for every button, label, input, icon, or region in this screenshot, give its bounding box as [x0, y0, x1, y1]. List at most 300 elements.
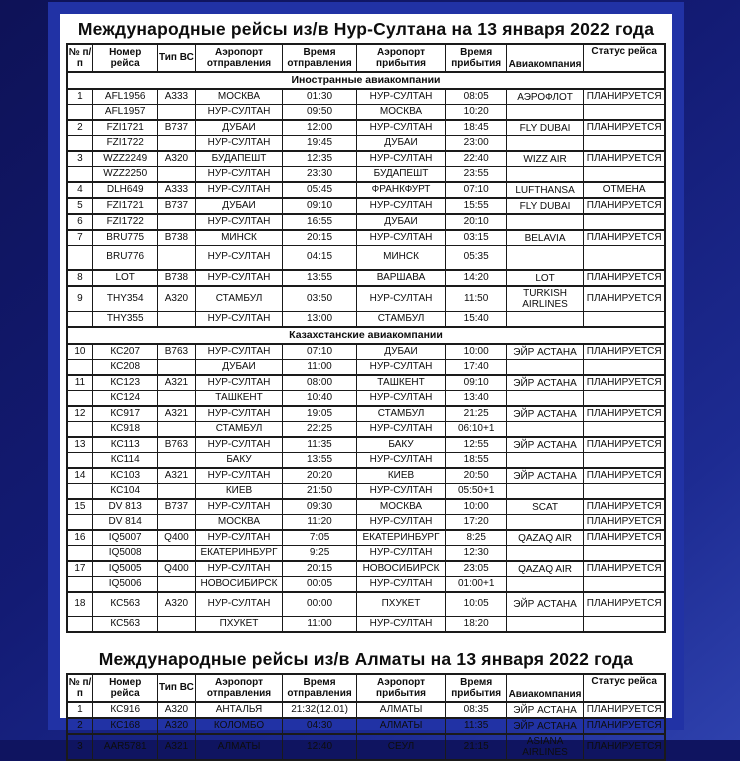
header-aircraft-type: Тип ВС — [158, 674, 196, 702]
flight-row — [67, 375, 666, 391]
cell-aircraft-type — [158, 484, 196, 500]
cell-arrival-time: 12:55 — [446, 437, 507, 453]
cell-departure-time: 12:00 — [283, 120, 357, 136]
cell-flight-number: КС113 — [93, 437, 158, 453]
header-departure-time: Время отправления — [283, 674, 357, 702]
cell-flight-number: КС917 — [93, 406, 158, 422]
cell-departure-airport: ТАШКЕНТ — [195, 391, 282, 407]
cell-flight-number: КС104 — [93, 484, 158, 500]
cell-flight-number: КС208 — [93, 360, 158, 376]
cell-row-number — [67, 515, 93, 531]
cell-airline — [507, 422, 584, 438]
cell-arrival-airport: НУР-СУЛТАН — [356, 151, 445, 167]
cell-flight-status: ПЛАНИРУЕТСЯ — [583, 702, 665, 718]
nur-sultan-table-title: Международные рейсы из/в Нур-Султана на 13 января 2022 года — [77, 19, 655, 39]
flight-row — [67, 561, 666, 577]
cell-arrival-time: 10:20 — [446, 105, 507, 121]
cell-row-number: 4 — [67, 182, 93, 198]
flight-row — [67, 406, 666, 422]
cell-departure-time: 11:00 — [283, 360, 357, 376]
cell-airline: BELAVIA — [507, 230, 584, 246]
cell-airline: WIZZ AIR — [507, 151, 584, 167]
cell-aircraft-type — [158, 246, 196, 271]
cell-flight-status — [583, 422, 665, 438]
cell-aircraft-type: A321 — [158, 406, 196, 422]
cell-departure-time: 08:00 — [283, 375, 357, 391]
cell-flight-number: IQ5005 — [93, 561, 158, 577]
cell-airline — [507, 105, 584, 121]
cell-arrival-airport: АЛМАТЫ — [356, 718, 445, 734]
cell-arrival-airport: МОСКВА — [356, 499, 445, 515]
cell-flight-number: BRU776 — [93, 246, 158, 271]
cell-arrival-time: 14:20 — [446, 270, 507, 286]
cell-arrival-time: 10:00 — [446, 499, 507, 515]
cell-flight-number: КС916 — [93, 702, 158, 718]
cell-aircraft-type: Q400 — [158, 530, 196, 546]
cell-aircraft-type — [158, 546, 196, 562]
cell-flight-status: ПЛАНИРУЕТСЯ — [583, 230, 665, 246]
cell-departure-airport: НУР-СУЛТАН — [195, 499, 282, 515]
flight-row — [67, 422, 666, 438]
cell-arrival-airport: НУР-СУЛТАН — [356, 484, 445, 500]
cell-flight-status — [583, 246, 665, 271]
schedule-panel — [48, 2, 684, 758]
cell-departure-time: 11:00 — [283, 617, 357, 633]
cell-departure-time: 09:50 — [283, 105, 357, 121]
header-row — [67, 674, 666, 702]
cell-airline — [507, 214, 584, 230]
cell-flight-status: ПЛАНИРУЕТСЯ — [583, 530, 665, 546]
cell-arrival-airport: НОВОСИБИРСК — [356, 561, 445, 577]
cell-airline: ЭЙР АСТАНА — [507, 344, 584, 360]
cell-departure-airport: МИНСК — [195, 230, 282, 246]
cell-arrival-time: 10:05 — [446, 592, 507, 617]
cell-departure-airport: ПХУКЕТ — [195, 617, 282, 633]
header-departure-time: Время отправления — [283, 44, 357, 72]
cell-flight-status — [583, 360, 665, 376]
cell-row-number: 17 — [67, 561, 93, 577]
cell-aircraft-type — [158, 136, 196, 152]
cell-flight-status — [583, 577, 665, 593]
cell-departure-airport: НУР-СУЛТАН — [195, 167, 282, 183]
flight-row — [67, 484, 666, 500]
cell-flight-status: ПЛАНИРУЕТСЯ — [583, 270, 665, 286]
cell-flight-status: ПЛАНИРУЕТСЯ — [583, 561, 665, 577]
cell-airline: ЭЙР АСТАНА — [507, 718, 584, 734]
cell-flight-number: AFL1957 — [93, 105, 158, 121]
cell-row-number: 1 — [67, 702, 93, 718]
flight-row — [67, 453, 666, 469]
cell-flight-status — [583, 167, 665, 183]
cell-row-number: 13 — [67, 437, 93, 453]
flight-row — [67, 391, 666, 407]
cell-aircraft-type: A333 — [158, 89, 196, 105]
cell-departure-airport: АЛМАТЫ — [195, 734, 282, 760]
header-airline: Авиакомпания — [507, 674, 584, 702]
cell-departure-airport: НУР-СУЛТАН — [195, 437, 282, 453]
cell-row-number: 18 — [67, 592, 93, 617]
cell-aircraft-type: A320 — [158, 286, 196, 312]
cell-arrival-time: 23:55 — [446, 167, 507, 183]
cell-row-number — [67, 391, 93, 407]
cell-arrival-airport: НУР-СУЛТАН — [356, 617, 445, 633]
flight-row — [67, 286, 666, 312]
flight-row — [67, 198, 666, 214]
cell-departure-time: 20:15 — [283, 561, 357, 577]
cell-departure-time: 13:00 — [283, 312, 357, 328]
cell-flight-number: DLH649 — [93, 182, 158, 198]
airline-section-label: Иностранные авиакомпании — [67, 72, 666, 89]
cell-flight-number: THY354 — [93, 286, 158, 312]
flight-row — [67, 546, 666, 562]
cell-arrival-airport: МОСКВА — [356, 105, 445, 121]
cell-flight-number: КС124 — [93, 391, 158, 407]
flight-row — [67, 182, 666, 198]
cell-departure-airport: НУР-СУЛТАН — [195, 592, 282, 617]
cell-aircraft-type — [158, 422, 196, 438]
cell-flight-number: BRU775 — [93, 230, 158, 246]
cell-aircraft-type — [158, 312, 196, 328]
cell-arrival-time: 17:20 — [446, 515, 507, 531]
cell-aircraft-type — [158, 617, 196, 633]
cell-flight-number: AAR5781 — [93, 734, 158, 760]
flight-row — [67, 270, 666, 286]
cell-flight-number: КС563 — [93, 592, 158, 617]
cell-flight-status: ПЛАНИРУЕТСЯ — [583, 120, 665, 136]
flight-row — [67, 312, 666, 328]
cell-airline — [507, 136, 584, 152]
cell-departure-airport: НУР-СУЛТАН — [195, 530, 282, 546]
flight-row — [67, 437, 666, 453]
cell-departure-time: 13:55 — [283, 453, 357, 469]
cell-arrival-time: 10:00 — [446, 344, 507, 360]
cell-airline: ASIANA AIRLINES — [507, 734, 584, 760]
cell-row-number: 7 — [67, 230, 93, 246]
cell-arrival-time: 15:55 — [446, 198, 507, 214]
cell-departure-airport: НУР-СУЛТАН — [195, 182, 282, 198]
cell-airline: FLY DUBAI — [507, 198, 584, 214]
cell-airline: LOT — [507, 270, 584, 286]
cell-flight-number: IQ5006 — [93, 577, 158, 593]
cell-flight-status: ПЛАНИРУЕТСЯ — [583, 198, 665, 214]
cell-departure-time: 04:15 — [283, 246, 357, 271]
cell-row-number: 16 — [67, 530, 93, 546]
cell-departure-airport: СТАМБУЛ — [195, 286, 282, 312]
cell-airline: QAZAQ AIR — [507, 561, 584, 577]
cell-flight-number: КС207 — [93, 344, 158, 360]
flight-row — [67, 718, 666, 734]
cell-airline: FLY DUBAI — [507, 120, 584, 136]
cell-aircraft-type: B737 — [158, 120, 196, 136]
cell-row-number — [67, 136, 93, 152]
cell-aircraft-type: B737 — [158, 499, 196, 515]
cell-flight-number: КС168 — [93, 718, 158, 734]
cell-arrival-time: 8:25 — [446, 530, 507, 546]
cell-flight-status: ПЛАНИРУЕТСЯ — [583, 344, 665, 360]
cell-flight-status: ОТМЕНА — [583, 182, 665, 198]
flight-row — [67, 702, 666, 718]
cell-airline: TURKISH AIRLINES — [507, 286, 584, 312]
cell-row-number: 3 — [67, 151, 93, 167]
airline-section-row — [67, 72, 666, 89]
cell-departure-airport: АНТАЛЬЯ — [195, 702, 282, 718]
cell-arrival-time: 23:00 — [446, 136, 507, 152]
cell-row-number — [67, 105, 93, 121]
flight-row — [67, 577, 666, 593]
flight-row — [67, 344, 666, 360]
cell-departure-airport: ДУБАИ — [195, 198, 282, 214]
cell-airline — [507, 453, 584, 469]
flight-row — [67, 499, 666, 515]
cell-row-number — [67, 577, 93, 593]
cell-departure-airport: БАКУ — [195, 453, 282, 469]
cell-departure-airport: НУР-СУЛТАН — [195, 312, 282, 328]
cell-aircraft-type: B763 — [158, 437, 196, 453]
cell-row-number: 11 — [67, 375, 93, 391]
flight-row — [67, 468, 666, 484]
header-row — [67, 44, 666, 72]
cell-row-number — [67, 453, 93, 469]
cell-flight-number: КС103 — [93, 468, 158, 484]
cell-row-number: 12 — [67, 406, 93, 422]
cell-aircraft-type: A321 — [158, 375, 196, 391]
cell-departure-time: 12:40 — [283, 734, 357, 760]
cell-row-number — [67, 617, 93, 633]
cell-departure-airport: НУР-СУЛТАН — [195, 561, 282, 577]
cell-flight-status — [583, 391, 665, 407]
almaty-flight-table — [66, 673, 667, 761]
cell-flight-status — [583, 214, 665, 230]
cell-departure-time: 20:15 — [283, 230, 357, 246]
cell-aircraft-type: A321 — [158, 734, 196, 760]
cell-arrival-airport: ПХУКЕТ — [356, 592, 445, 617]
cell-departure-time: 9:25 — [283, 546, 357, 562]
cell-arrival-airport: НУР-СУЛТАН — [356, 198, 445, 214]
cell-airline — [507, 515, 584, 531]
cell-airline: QAZAQ AIR — [507, 530, 584, 546]
cell-row-number: 6 — [67, 214, 93, 230]
cell-aircraft-type — [158, 391, 196, 407]
cell-arrival-airport: МИНСК — [356, 246, 445, 271]
cell-aircraft-type: B738 — [158, 230, 196, 246]
cell-airline — [507, 360, 584, 376]
cell-airline: SCAT — [507, 499, 584, 515]
cell-arrival-time: 01:00+1 — [446, 577, 507, 593]
cell-arrival-time: 13:40 — [446, 391, 507, 407]
cell-arrival-airport: НУР-СУЛТАН — [356, 391, 445, 407]
cell-airline: LUFTHANSA — [507, 182, 584, 198]
cell-arrival-airport: ВАРШАВА — [356, 270, 445, 286]
cell-arrival-time: 08:05 — [446, 89, 507, 105]
almaty-table-title: Международные рейсы из/в Алматы на 13 января 2022 года — [98, 649, 634, 669]
cell-airline — [507, 577, 584, 593]
cell-aircraft-type — [158, 515, 196, 531]
cell-arrival-airport: СТАМБУЛ — [356, 406, 445, 422]
cell-arrival-airport: КИЕВ — [356, 468, 445, 484]
cell-arrival-airport: НУР-СУЛТАН — [356, 286, 445, 312]
cell-flight-number: FZI1722 — [93, 136, 158, 152]
cell-arrival-time: 08:35 — [446, 702, 507, 718]
cell-flight-status: ПЛАНИРУЕТСЯ — [583, 515, 665, 531]
cell-arrival-time: 12:30 — [446, 546, 507, 562]
cell-arrival-airport: НУР-СУЛТАН — [356, 546, 445, 562]
cell-departure-time: 00:05 — [283, 577, 357, 593]
cell-departure-time: 09:30 — [283, 499, 357, 515]
cell-arrival-time: 21:25 — [446, 406, 507, 422]
cell-departure-airport: НУР-СУЛТАН — [195, 136, 282, 152]
cell-aircraft-type: B763 — [158, 344, 196, 360]
cell-aircraft-type: A333 — [158, 182, 196, 198]
cell-departure-time: 00:00 — [283, 592, 357, 617]
cell-flight-number: WZZ2249 — [93, 151, 158, 167]
cell-arrival-time: 20:50 — [446, 468, 507, 484]
cell-departure-time: 19:45 — [283, 136, 357, 152]
cell-flight-number: AFL1956 — [93, 89, 158, 105]
cell-flight-status: ПЛАНИРУЕТСЯ — [583, 151, 665, 167]
cell-row-number: 14 — [67, 468, 93, 484]
cell-arrival-airport: НУР-СУЛТАН — [356, 230, 445, 246]
cell-flight-status: ПЛАНИРУЕТСЯ — [583, 718, 665, 734]
cell-airline — [507, 391, 584, 407]
header-flight-number: Номер рейса — [93, 674, 158, 702]
cell-aircraft-type: A320 — [158, 702, 196, 718]
cell-flight-status — [583, 105, 665, 121]
cell-flight-status: ПЛАНИРУЕТСЯ — [583, 437, 665, 453]
cell-airline — [507, 167, 584, 183]
cell-arrival-time: 05:35 — [446, 246, 507, 271]
cell-departure-airport: КОЛОМБО — [195, 718, 282, 734]
cell-arrival-airport: НУР-СУЛТАН — [356, 360, 445, 376]
cell-arrival-time: 06:10+1 — [446, 422, 507, 438]
cell-flight-number: КС563 — [93, 617, 158, 633]
cell-departure-time: 11:35 — [283, 437, 357, 453]
cell-arrival-airport: ФРАНКФУРТ — [356, 182, 445, 198]
header-flight-number: Номер рейса — [93, 44, 158, 72]
cell-flight-number: DV 814 — [93, 515, 158, 531]
cell-aircraft-type — [158, 453, 196, 469]
cell-arrival-time: 07:10 — [446, 182, 507, 198]
cell-departure-time: 12:35 — [283, 151, 357, 167]
cell-row-number: 3 — [67, 734, 93, 760]
cell-flight-status: ПЛАНИРУЕТСЯ — [583, 499, 665, 515]
cell-departure-airport: МОСКВА — [195, 89, 282, 105]
cell-arrival-airport: БАКУ — [356, 437, 445, 453]
cell-arrival-time: 03:15 — [446, 230, 507, 246]
cell-airline: ЭЙР АСТАНА — [507, 437, 584, 453]
cell-arrival-time: 11:50 — [446, 286, 507, 312]
header-arrival-airport: Аэропорт прибытия — [356, 674, 445, 702]
cell-flight-status — [583, 312, 665, 328]
cell-arrival-time: 22:40 — [446, 151, 507, 167]
cell-departure-airport: НОВОСИБИРСК — [195, 577, 282, 593]
cell-arrival-time: 09:10 — [446, 375, 507, 391]
airline-section-label: Казахстанские авиакомпании — [67, 327, 666, 344]
flight-row — [67, 592, 666, 617]
cell-departure-airport: НУР-СУЛТАН — [195, 214, 282, 230]
cell-row-number — [67, 360, 93, 376]
cell-flight-status — [583, 546, 665, 562]
cell-departure-time: 16:55 — [283, 214, 357, 230]
cell-departure-time: 04:30 — [283, 718, 357, 734]
cell-airline — [507, 546, 584, 562]
cell-departure-airport: НУР-СУЛТАН — [195, 468, 282, 484]
cell-arrival-airport: НУР-СУЛТАН — [356, 453, 445, 469]
header-departure-airport: Аэропорт отправления — [195, 44, 282, 72]
cell-flight-number: IQ5007 — [93, 530, 158, 546]
flight-row — [67, 151, 666, 167]
cell-aircraft-type: A320 — [158, 592, 196, 617]
cell-flight-number: LOT — [93, 270, 158, 286]
cell-aircraft-type — [158, 214, 196, 230]
cell-airline: ЭЙР АСТАНА — [507, 375, 584, 391]
cell-row-number — [67, 312, 93, 328]
cell-flight-status — [583, 617, 665, 633]
cell-flight-status: ПЛАНИРУЕТСЯ — [583, 734, 665, 760]
cell-departure-airport: ЕКАТЕРИНБУРГ — [195, 546, 282, 562]
cell-aircraft-type — [158, 577, 196, 593]
cell-flight-status: ПЛАНИРУЕТСЯ — [583, 286, 665, 312]
cell-row-number: 9 — [67, 286, 93, 312]
cell-departure-airport: БУДАПЕШТ — [195, 151, 282, 167]
cell-departure-airport: НУР-СУЛТАН — [195, 375, 282, 391]
header-row-number: № п/п — [67, 674, 93, 702]
cell-arrival-airport: СТАМБУЛ — [356, 312, 445, 328]
cell-departure-time: 21:32(12.01) — [283, 702, 357, 718]
cell-arrival-airport: НУР-СУЛТАН — [356, 515, 445, 531]
cell-arrival-time: 23:05 — [446, 561, 507, 577]
cell-departure-time: 01:30 — [283, 89, 357, 105]
cell-flight-number: WZZ2250 — [93, 167, 158, 183]
cell-row-number — [67, 246, 93, 271]
cell-departure-time: 7:05 — [283, 530, 357, 546]
cell-row-number: 1 — [67, 89, 93, 105]
flight-row — [67, 230, 666, 246]
flight-row — [67, 136, 666, 152]
cell-flight-status — [583, 484, 665, 500]
cell-departure-time: 10:40 — [283, 391, 357, 407]
cell-departure-time: 23:30 — [283, 167, 357, 183]
cell-departure-airport: МОСКВА — [195, 515, 282, 531]
cell-arrival-time: 11:35 — [446, 718, 507, 734]
cell-airline — [507, 484, 584, 500]
cell-arrival-time: 18:45 — [446, 120, 507, 136]
cell-flight-status: ПЛАНИРУЕТСЯ — [583, 592, 665, 617]
cell-arrival-airport: НУР-СУЛТАН — [356, 120, 445, 136]
flight-row — [67, 530, 666, 546]
cell-arrival-time: 05:50+1 — [446, 484, 507, 500]
cell-flight-status: ПЛАНИРУЕТСЯ — [583, 375, 665, 391]
header-aircraft-type: Тип ВС — [158, 44, 196, 72]
cell-airline — [507, 617, 584, 633]
cell-aircraft-type: B738 — [158, 270, 196, 286]
cell-arrival-airport: БУДАПЕШТ — [356, 167, 445, 183]
cell-row-number: 10 — [67, 344, 93, 360]
cell-flight-number: КС114 — [93, 453, 158, 469]
cell-flight-number: FZI1722 — [93, 214, 158, 230]
cell-flight-number: IQ5008 — [93, 546, 158, 562]
cell-departure-time: 20:20 — [283, 468, 357, 484]
cell-arrival-time: 18:20 — [446, 617, 507, 633]
cell-flight-status: ПЛАНИРУЕТСЯ — [583, 468, 665, 484]
cell-arrival-time: 15:40 — [446, 312, 507, 328]
header-departure-airport: Аэропорт отправления — [195, 674, 282, 702]
header-flight-status: Статус рейса — [583, 44, 665, 72]
cell-flight-number: FZI1721 — [93, 198, 158, 214]
cell-flight-status: ПЛАНИРУЕТСЯ — [583, 406, 665, 422]
cell-arrival-airport: НУР-СУЛТАН — [356, 422, 445, 438]
header-arrival-airport: Аэропорт прибытия — [356, 44, 445, 72]
flight-row — [67, 167, 666, 183]
